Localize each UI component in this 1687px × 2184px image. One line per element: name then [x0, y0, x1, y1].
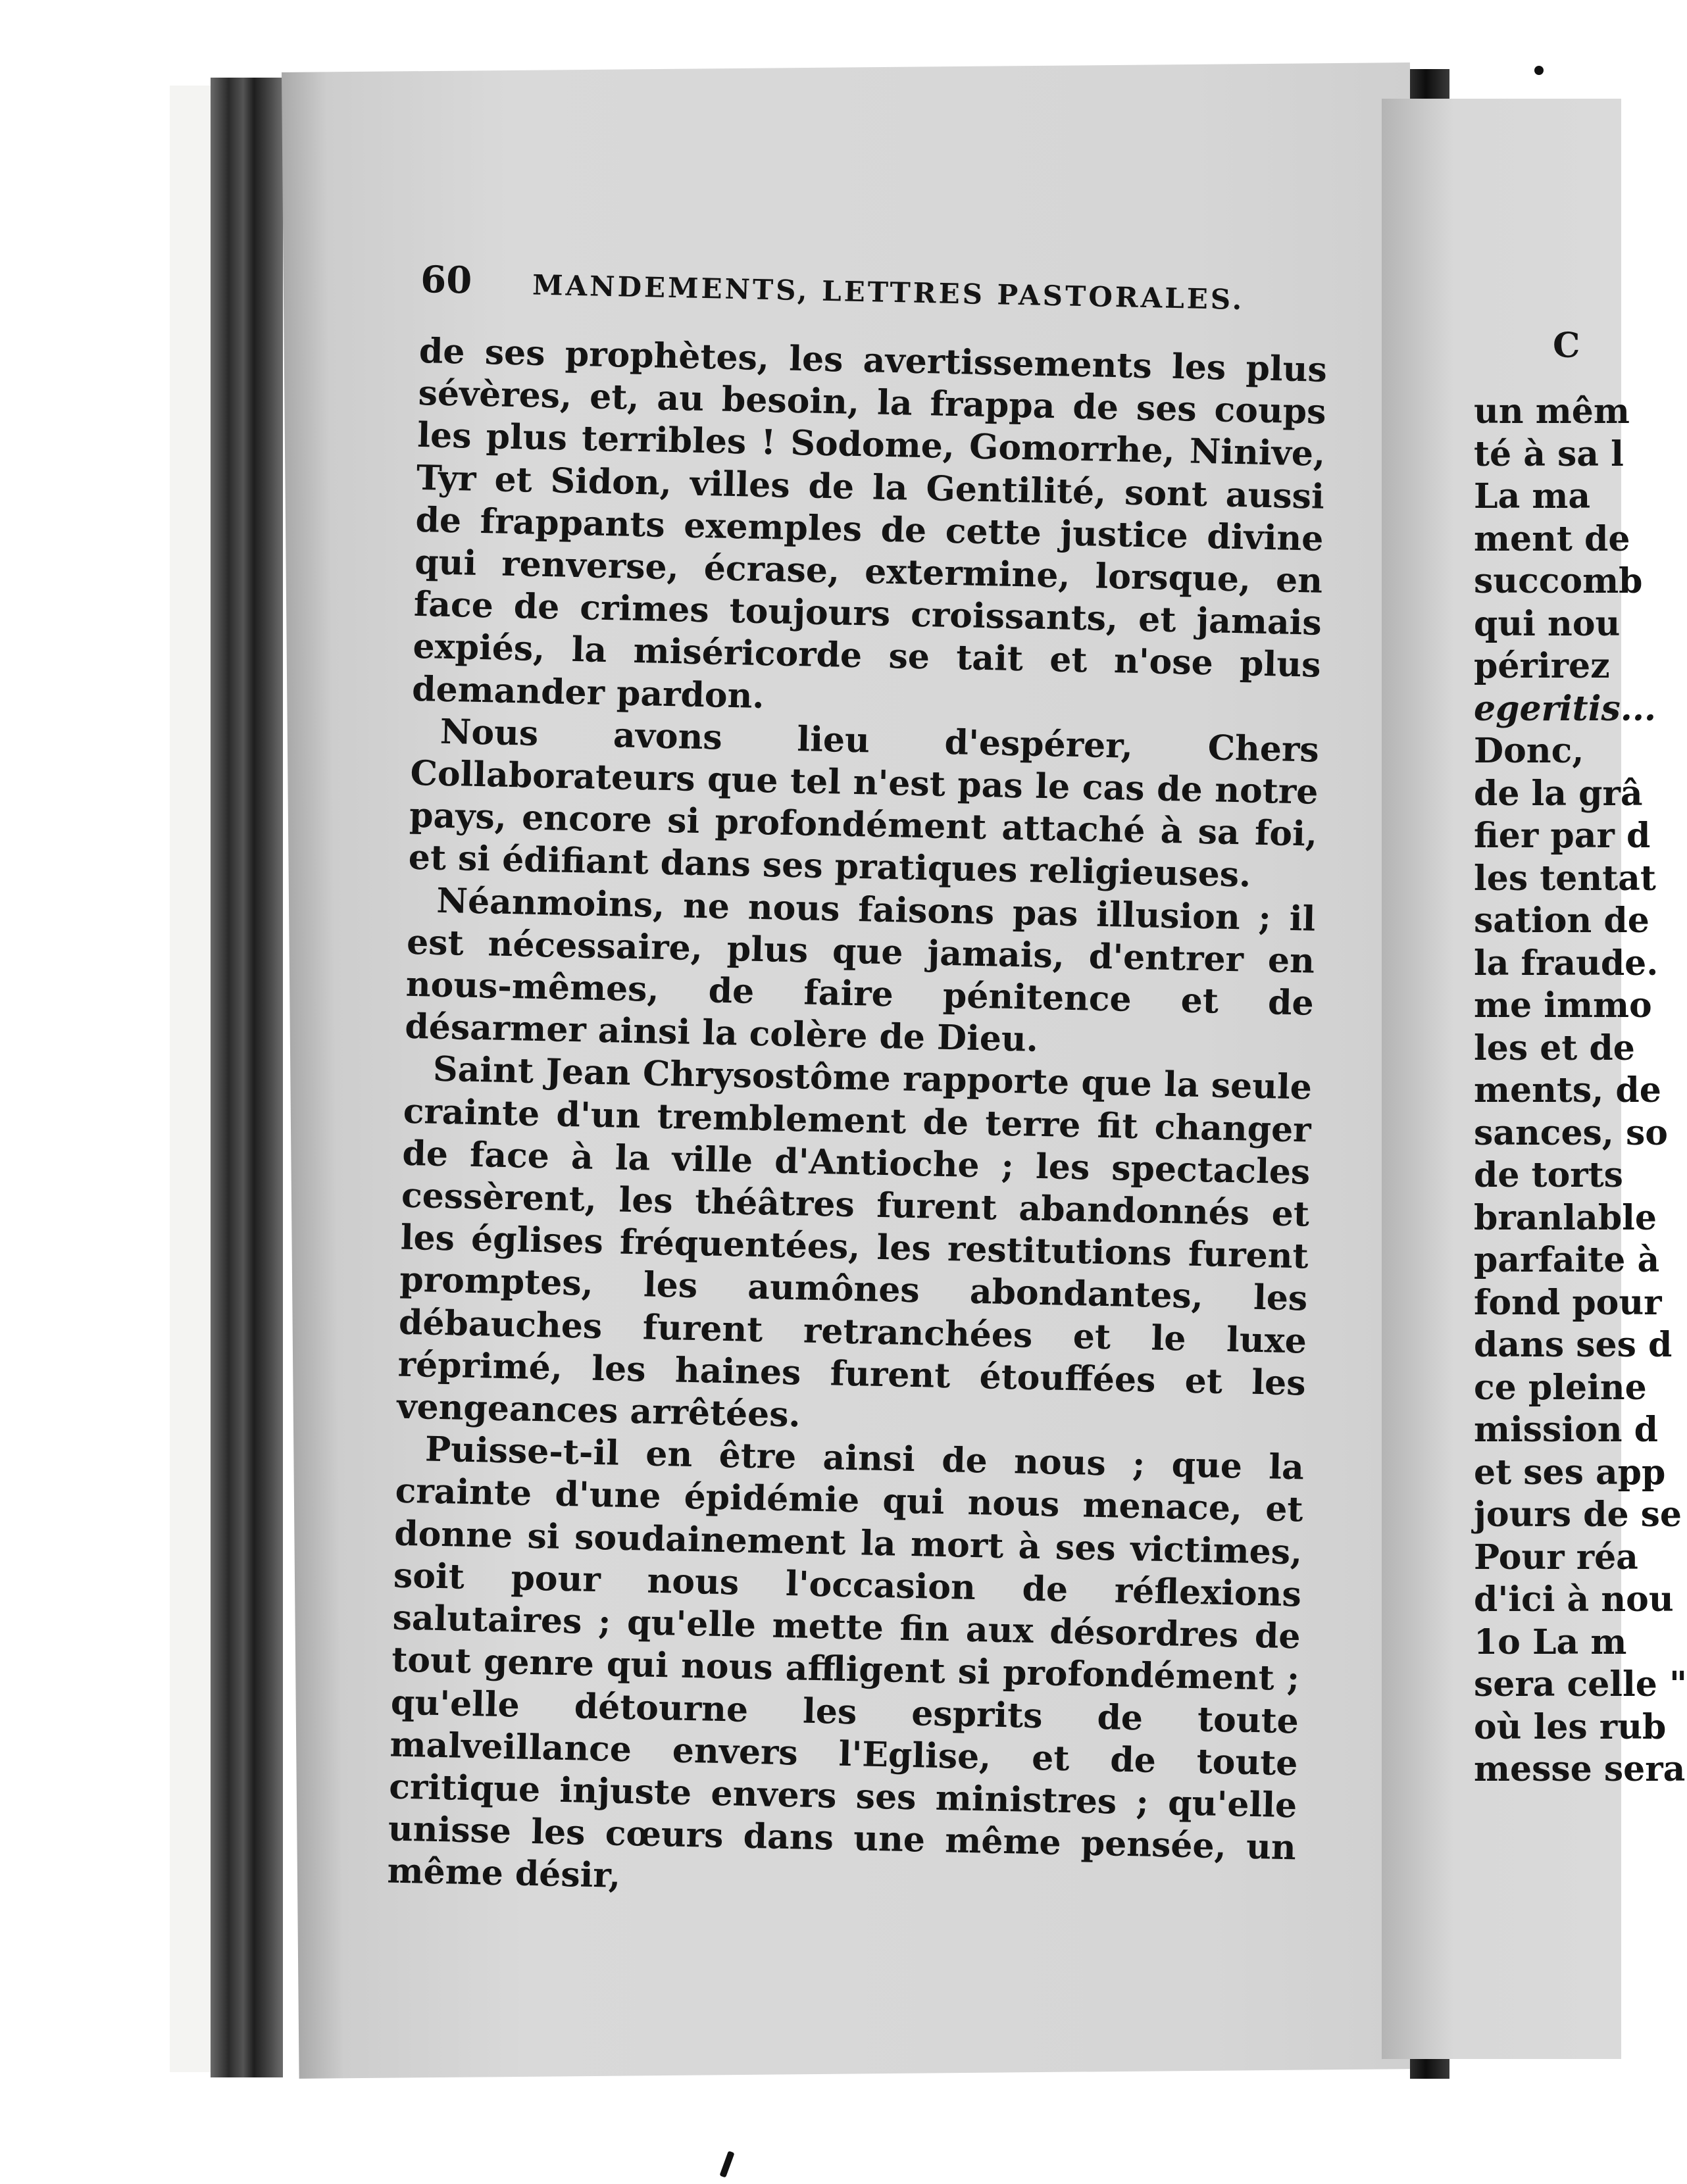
facing-page-line: C: [1553, 326, 1580, 366]
scan-speck: [1534, 66, 1544, 75]
facing-page-line: me immo: [1474, 985, 1652, 1026]
facing-page-line: jours de se: [1474, 1495, 1682, 1535]
facing-page-line: de la grâ: [1474, 773, 1643, 814]
facing-page-line: sera celle ": [1474, 1664, 1687, 1704]
paragraph-4: Saint Jean Chrysostôme rapporte que la seule crainte d'un tremblement de terre fit changer de face à la ville d'Antioche ; les spectacles cessèrent, les théâtres furent abandonnés et les églises fréquentées, les restitutions furent promptes, les aumônes abondantes, les débauches furent retranchées et le luxe réprimé, les haines furent étouffées et les vengeances arrêtées.: [396, 1049, 1313, 1435]
facing-page-line: ments, de: [1474, 1070, 1661, 1110]
book-spine: [211, 78, 283, 2077]
facing-page-line: la fraude.: [1474, 943, 1659, 983]
facing-page-line: les et de: [1474, 1028, 1635, 1068]
facing-page-line: fier par d: [1474, 816, 1651, 856]
paragraph-1: de ses prophètes, les avertissements les plus sévères, et, au besoin, la frappa de ses coups les plus terribles ! Sodome, Gomorrhe, Ninive, Tyr et Sidon, villes de la Gentilité, sont aussi de frappants exemples de cette justice divine qui renverse, écrase, extermine, lorsque, en face de crimes toujours croissants, et jamais expiés, la miséricorde se tait et n'ose plus demander pardon.: [411, 330, 1328, 716]
facing-page-line: fond pour: [1474, 1282, 1662, 1323]
paragraph-2: Nous avons lieu d'espérer, Chers Collaborateurs que tel n'est pas le cas de notre pays, encore si profondément attaché à sa foi, et si édifiant dans ses pratiques religieuses.: [408, 711, 1320, 896]
facing-page-line: ment de: [1474, 518, 1630, 559]
facing-page-line: ce pleine: [1474, 1367, 1647, 1408]
facing-page-line: les tentat: [1474, 858, 1656, 899]
running-head-title: MANDEMENTS, LETTRES PASTORALES.: [532, 268, 1245, 316]
page-text-block: [387, 258, 1329, 1912]
facing-page-line: egeritis...: [1474, 688, 1657, 729]
facing-page-line: dans ses d: [1474, 1325, 1673, 1365]
facing-page-line: et ses app: [1474, 1452, 1666, 1493]
facing-page-line: succomb: [1474, 561, 1643, 601]
facing-page-line: sation de: [1474, 901, 1649, 941]
facing-page-line: un mêm: [1474, 391, 1630, 432]
facing-page-line: parfaite à: [1474, 1240, 1660, 1280]
page-edge: [170, 86, 211, 2072]
page-number: 60: [420, 258, 472, 303]
facing-page-line: périrez: [1474, 646, 1610, 686]
facing-page-line: d'ici à nou: [1474, 1579, 1674, 1620]
facing-page-line: de torts: [1474, 1155, 1623, 1195]
facing-page-line: Pour réa: [1474, 1537, 1638, 1577]
facing-page-line: té à sa l: [1474, 434, 1624, 474]
facing-page-line: sances, so: [1474, 1112, 1668, 1153]
facing-page-line: qui nou: [1474, 603, 1621, 644]
facing-page-line: où les rub: [1474, 1706, 1667, 1747]
facing-page-line: messe sera: [1474, 1749, 1686, 1789]
paragraph-5: Puisse-t-il en être ainsi de nous ; que la crainte d'une épidémie qui nous menace, et donne si soudainement la mort à ses victimes, soit pour nous l'occasion de réflexions salutaires ; qu'elle mette fin aux désordres de tout genre qui nous affligent si profondément ; qu'elle détourne les esprits de toute malveillance envers l'Eglise, et de toute critique injuste envers ses ministres ; qu'elle unisse les cœurs dans une même pensée, un même désir,: [386, 1429, 1305, 1897]
facing-page: [1382, 99, 1687, 2059]
facing-page-line: Donc,: [1474, 731, 1584, 771]
facing-page-line: 1o La m: [1474, 1622, 1627, 1662]
facing-page-line: branlable: [1474, 1197, 1657, 1238]
paragraph-3: Néanmoins, ne nous faisons pas illusion ; il est nécessaire, plus que jamais, d'entrer en nous-mêmes, de faire pénitence et de désarmer ainsi la colère de Dieu.: [404, 880, 1316, 1060]
scan-bottom-margin: [0, 2079, 1621, 2184]
facing-page-line: mission d: [1474, 1410, 1659, 1450]
body-text: [387, 330, 1327, 1912]
facing-page-line: La ma: [1474, 476, 1591, 516]
